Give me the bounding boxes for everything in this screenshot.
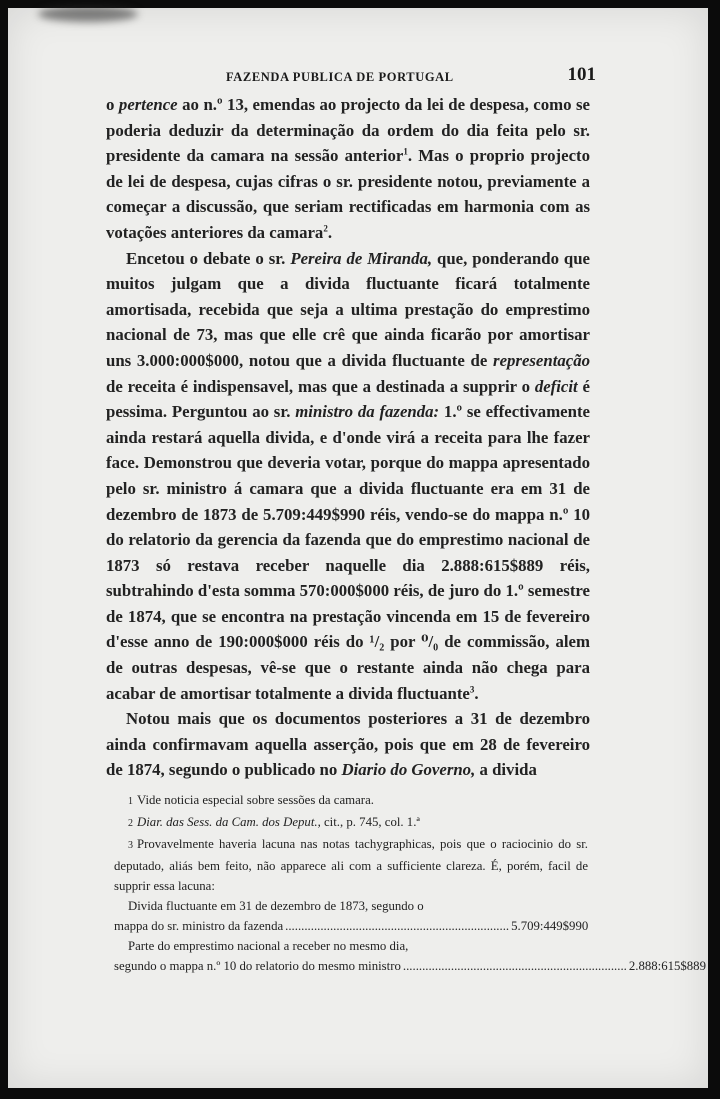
text-run: Notou mais que os documentos posteriores a 31 de dezembro ainda confirmavam aquella asserção, pois que em 28 de fevereiro de 1874, segundo o publicado no	[106, 709, 590, 780]
footnote-text: Vide noticia especial sobre sessões da camara.	[137, 793, 374, 807]
footnote-ref: 3	[469, 684, 475, 695]
running-head	[108, 66, 596, 90]
calc-label: mappa do sr. ministro da fazenda	[114, 919, 284, 933]
italic-run: Diario do Governo,	[341, 760, 476, 780]
italic-run: representação	[493, 350, 590, 370]
calc-label: segundo o mappa n.º 10 do relatorio do mesmo ministro	[114, 959, 401, 973]
italic-run: Pereira de Miranda,	[290, 248, 433, 268]
running-title: FAZENDA PUBLICA DE PORTUGAL	[226, 70, 454, 84]
text-run: é pessima. Perguntou ao sr.	[106, 376, 590, 422]
footnotes	[114, 790, 706, 976]
calc-line-2a: Parte do emprestimo nacional a receber no mesmo dia,	[128, 939, 409, 953]
paragraph-1	[106, 92, 590, 246]
footnote-3	[114, 834, 588, 896]
calc-value: 5.709:449$990	[511, 919, 589, 933]
footnote-italic: Diar. das Sess. da Cam. dos Deput.,	[137, 815, 321, 829]
italic-run: pertence	[118, 95, 178, 114]
calc-line-1a: Divida fluctuante em 31 de dezembro de 1873, segundo o	[128, 899, 424, 913]
text-run: de receita é indispensavel, mas que a destinada a supprir o	[106, 376, 535, 396]
text-run: .	[327, 222, 333, 242]
calc-row-1	[114, 916, 588, 936]
text-run: 1.º se effectivamente ainda restará aquella divida, e d'onde virá a receita para lhe fazer face. Demonstrou que deveria votar, porque do mappa apresentado pelo sr. ministro á camara que a divida fluctuante era em 31 de dezembro de 1873 de 5.709:449$990 réis, vendo-se do mappa n.º 10 do relatorio da gerencia da fazenda que do emprestimo nacional de 1873 só restava receber naquelle dia 2.888:615$889 réis, subtrahindo d'esta somma 570:000$000 réis, de juro do 1.º semestre de 1874, que se encontra na prestação vincenda em 15 de fevereiro d'esse anno de 190:000$000 réis do ¹/₂ por ⁰/₀ de commissão, alem de outras despesas, vê-se que o restante ainda não chega para acabar de amortisar totalmente a divida fluctuante	[106, 402, 590, 703]
calc-row-2	[114, 956, 706, 976]
text-run: que, ponderando que muitos julgam que a divida fluctuante ficará totalmente amortisada, recebida que seja a ultima prestação do emprestimo nacional de 73, mas que elle crê que ainda ficarão por amortisar uns 3.000:000$000, notou que a divida fluctuante de	[106, 248, 591, 370]
text-run: Encetou o debate o sr.	[126, 248, 291, 268]
dot-leader: ......................................................................	[402, 959, 627, 973]
calc-value: 2.888:615$889	[628, 959, 706, 973]
text-run: ao n.º 13, emendas ao projecto da lei de despesa, como se poderia deduzir da determinação da ordem do dia feita pelo sr. presidente da camara na sessão anterior	[106, 95, 590, 166]
footnote-ref: 1	[403, 146, 408, 157]
text-run: . Mas o proprio projecto de lei de despesa, cujas cifras o sr. presidente notou, previamente a começar a discussão, que seriam rectificadas em harmonia com as votações anteriores da camara	[106, 146, 590, 242]
footnote-text: cit., p. 745, col. 1.ª	[320, 815, 420, 829]
footnote-2	[114, 812, 588, 834]
italic-run: ministro da fazenda:	[295, 402, 440, 422]
footnote-1	[114, 790, 588, 812]
text-run: o	[106, 95, 119, 114]
footnote-number: 2	[128, 818, 133, 829]
body-text	[106, 92, 590, 783]
footnote-ref: 2	[323, 223, 328, 234]
book-page	[8, 8, 708, 1088]
paragraph-2	[106, 246, 590, 707]
dot-leader: ......................................................................	[285, 919, 510, 933]
footnote-text: Provavelmente haveria lacuna nas notas tachygraphicas, pois que o raciocinio do sr. deputado, aliás bem feito, não apparece ali com a sufficiente clareza. É, porém, facil de supprir essa lacuna:	[114, 837, 588, 893]
page-number: 101	[567, 64, 596, 85]
italic-run: deficit	[534, 376, 578, 396]
footnote-number: 1	[128, 796, 133, 807]
footnote-number: 3	[128, 840, 133, 851]
text-run: .	[474, 683, 479, 703]
text-run: a divida	[475, 760, 537, 780]
paragraph-3	[106, 706, 590, 783]
